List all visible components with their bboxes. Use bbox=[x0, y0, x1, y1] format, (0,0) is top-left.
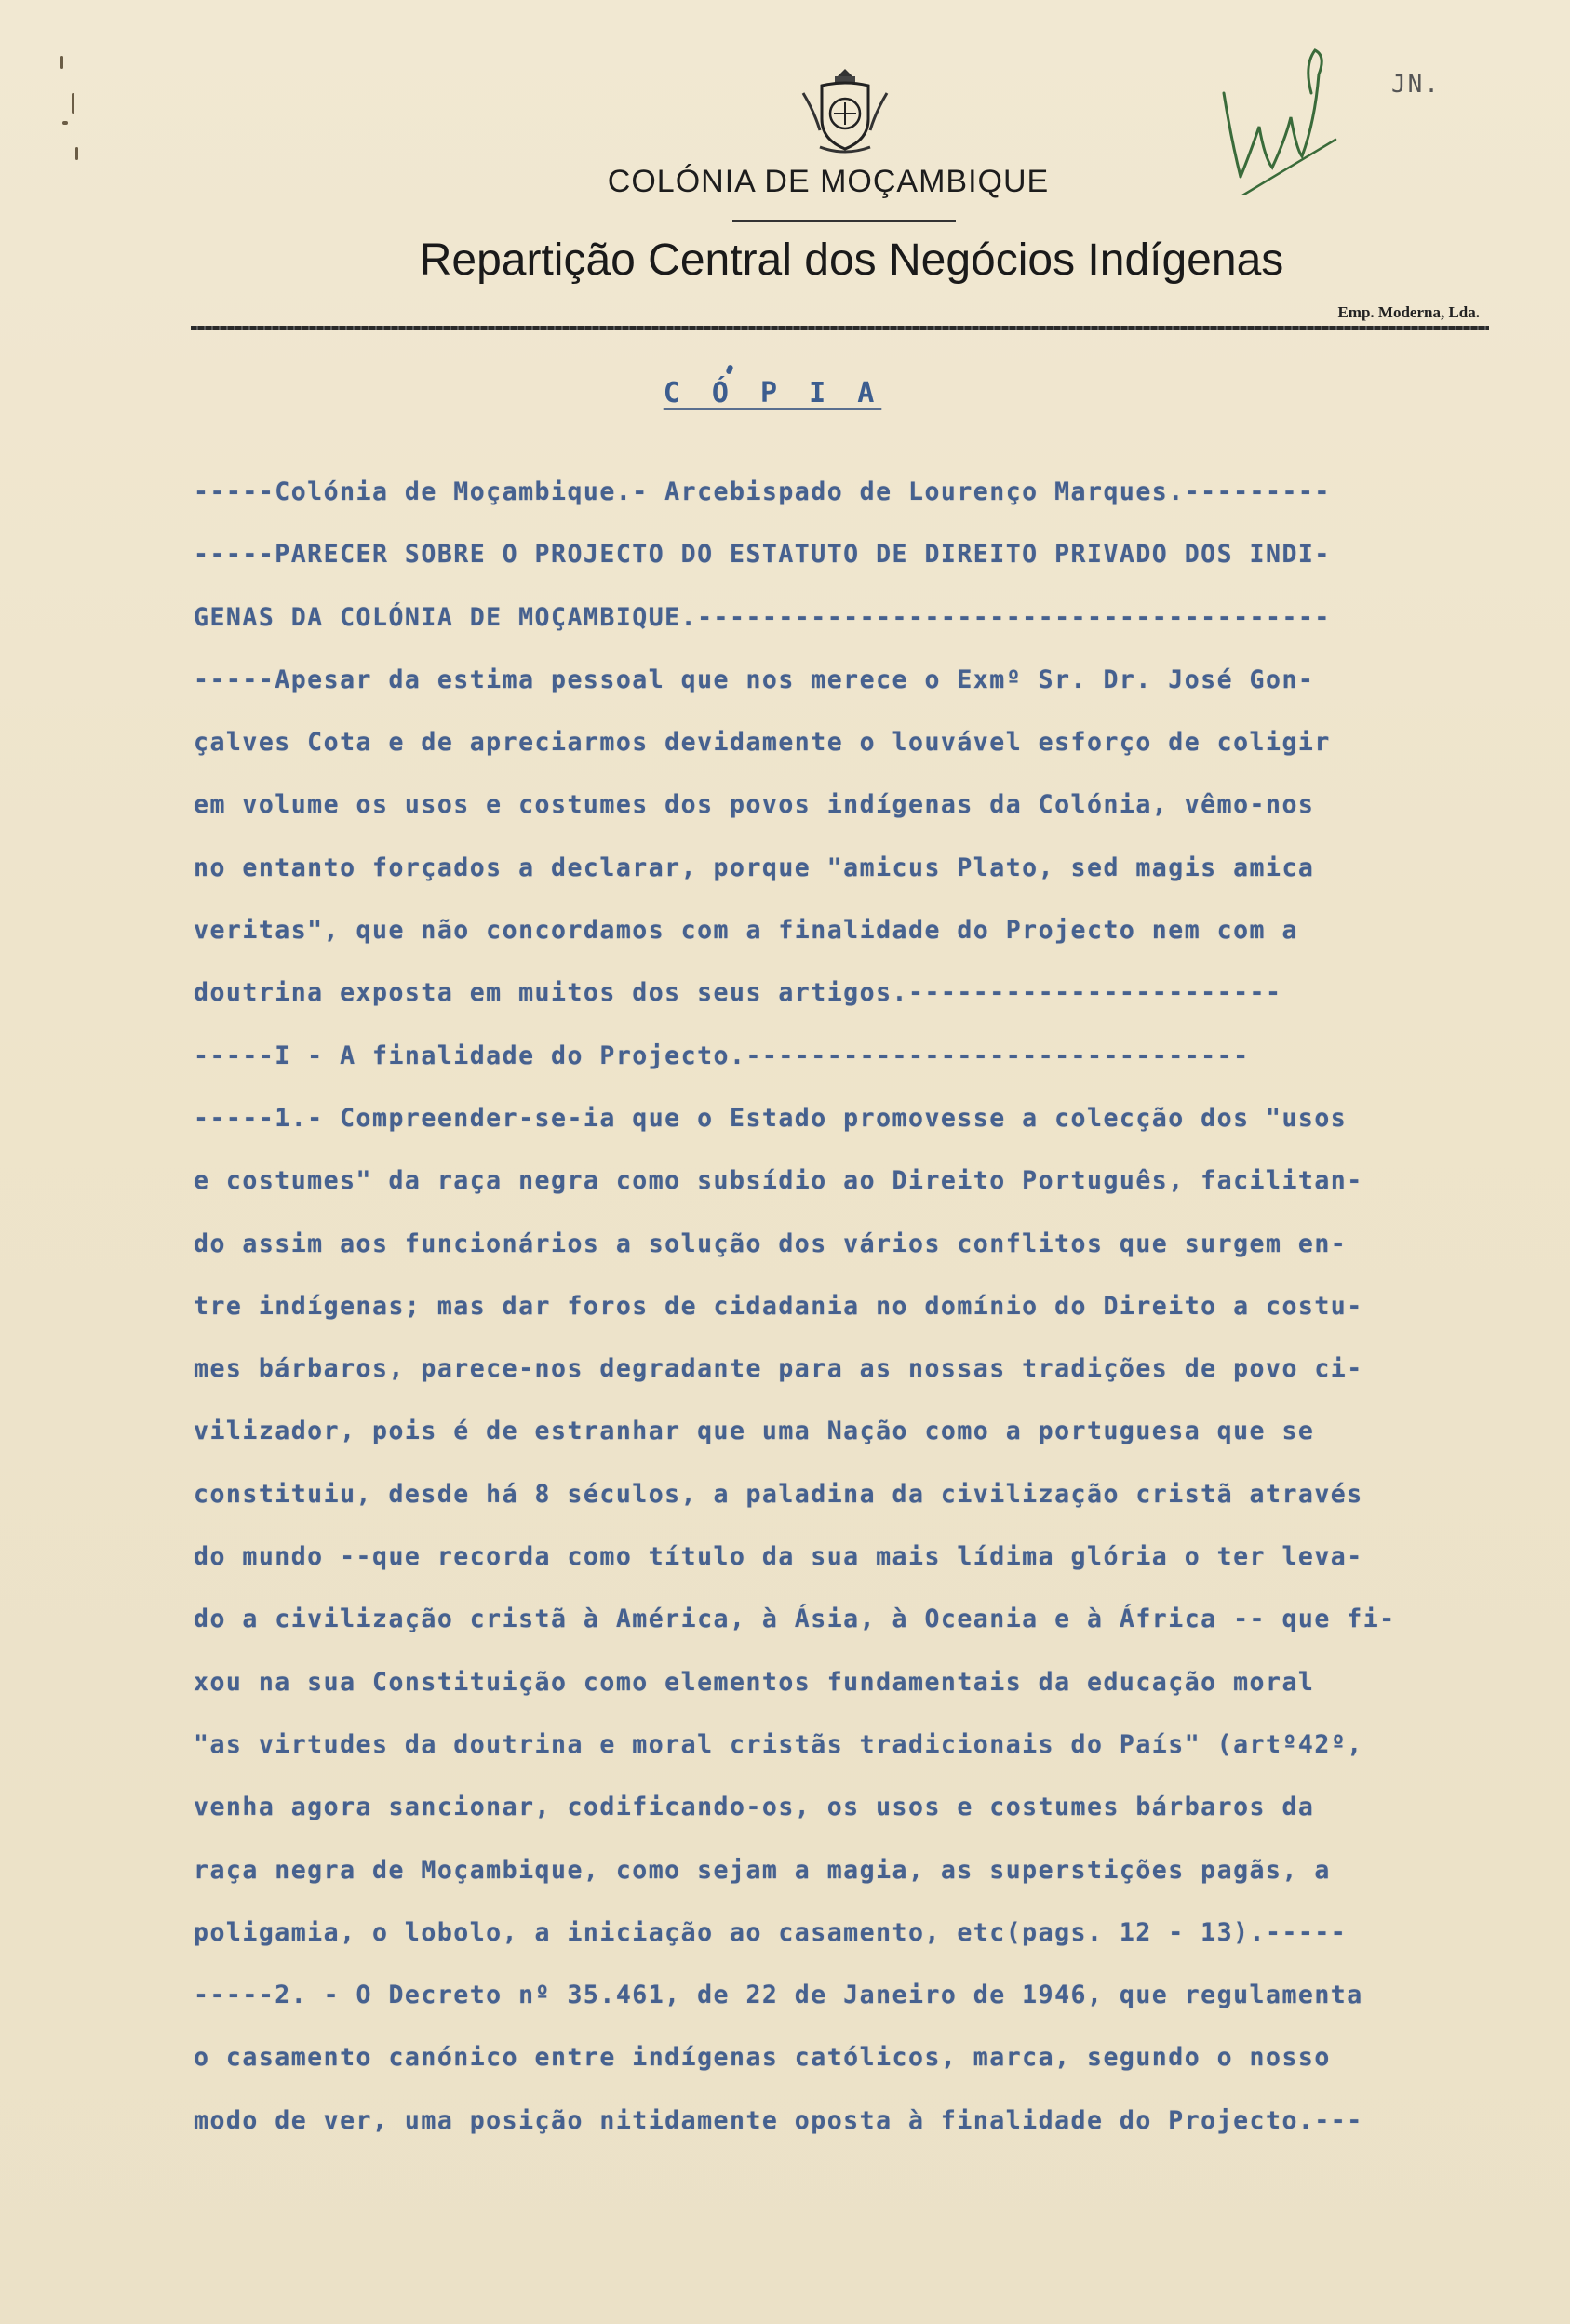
text-line: çalves Cota e de apreciarmos devidamente o louvável esforço de coligir bbox=[194, 728, 1331, 758]
colony-rule bbox=[732, 220, 956, 222]
text-line: poligamia, o lobolo, a iniciação ao casamento, etc(pags. 12 - 13).----- bbox=[194, 1917, 1348, 1947]
handwritten-initials: JN. bbox=[1391, 71, 1441, 99]
header-rule bbox=[191, 326, 1489, 330]
text-line: do assim aos funcionários a solução dos vários conflitos que surgem en- bbox=[194, 1229, 1348, 1258]
text-line: constituiu, desde há 8 séculos, a paladina da civilização cristã através bbox=[194, 1479, 1363, 1509]
text-line: vilizador, pois é de estranhar que uma Nação como a portuguesa que se bbox=[194, 1417, 1315, 1446]
text-line: do a civilização cristã à América, à Ásia, à Oceania e à África -- que fi- bbox=[194, 1605, 1396, 1634]
text-line: em volume os usos e costumes dos povos indígenas da Colónia, vêmo-nos bbox=[194, 790, 1315, 820]
text-line: -----2. - O Decreto nº 35.461, de 22 de Janeiro de 1946, que regulamenta bbox=[194, 1981, 1363, 2010]
text-line: -----PARECER SOBRE O PROJECTO DO ESTATUTO DE DIREITO PRIVADO DOS INDI- bbox=[194, 540, 1331, 570]
text-line: "as virtudes da doutrina e moral cristãs tradicionais do País" (artº42º, bbox=[194, 1729, 1363, 1759]
text-line: GENAS DA COLÓNIA DE MOÇAMBIQUE.--------------------------------------- bbox=[194, 602, 1331, 632]
text-line: veritas", que não concordamos com a finalidade do Projecto nem com a bbox=[194, 916, 1298, 946]
text-line: -----I - A finalidade do Projecto.------------------------------- bbox=[194, 1041, 1250, 1070]
text-line: xou na sua Constituição como elementos fundamentais da educação moral bbox=[194, 1667, 1315, 1697]
text-line: o casamento canónico entre indígenas católicos, marca, segundo o nosso bbox=[194, 2043, 1331, 2073]
text-line: e costumes" da raça negra como subsídio ao Direito Português, facilitan- bbox=[194, 1166, 1363, 1196]
copia-accent bbox=[725, 364, 733, 374]
text-line: do mundo --que recorda como título da sua mais lídima glória o ter leva- bbox=[194, 1542, 1363, 1572]
text-line: tre indígenas; mas dar foros de cidadania no domínio do Direito a costu- bbox=[194, 1291, 1363, 1321]
document-title: C Ó P I A bbox=[663, 377, 882, 410]
text-line: mes bárbaros, parece-nos degradante para as nossas tradições de povo ci- bbox=[194, 1354, 1363, 1384]
coat-of-arms-icon bbox=[794, 65, 896, 158]
text-line: raça negra de Moçambique, como sejam a magia, as superstições pagãs, a bbox=[194, 1855, 1331, 1885]
text-line: -----Apesar da estima pessoal que nos merece o Exmº Sr. Dr. José Gon- bbox=[194, 665, 1315, 694]
department-heading: Repartição Central dos Negócios Indígenas bbox=[419, 235, 1284, 285]
typewritten-body bbox=[194, 461, 1524, 2152]
text-line: no entanto forçados a declarar, porque "amicus Plato, sed magis amica bbox=[194, 853, 1315, 882]
handwritten-signature bbox=[1205, 37, 1345, 195]
text-line: doutrina exposta em muitos dos seus artigos.----------------------- bbox=[194, 978, 1282, 1008]
binding-marks bbox=[51, 56, 88, 168]
text-line: venha agora sancionar, codificando-os, os usos e costumes bárbaros da bbox=[194, 1793, 1315, 1822]
printer-credit: Emp. Moderna, Lda. bbox=[1337, 303, 1480, 321]
colony-heading: COLÓNIA DE MOÇAMBIQUE bbox=[607, 164, 1050, 199]
text-line: -----Colónia de Moçambique.- Arcebispado de Lourenço Marques.--------- bbox=[194, 477, 1331, 506]
text-line: -----1.- Compreender-se-ia que o Estado promovesse a colecção dos "usos bbox=[194, 1103, 1348, 1133]
text-line: modo de ver, uma posição nitidamente oposta à finalidade do Projecto.--- bbox=[194, 2105, 1363, 2135]
